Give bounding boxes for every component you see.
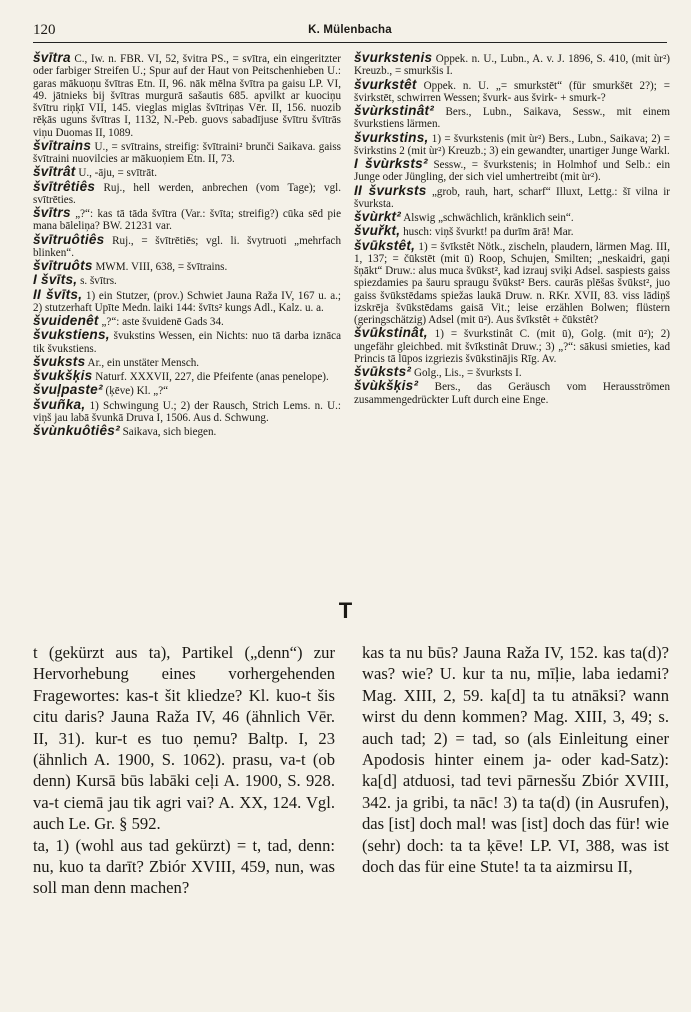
entry-headword: švuļpaste²	[33, 382, 103, 398]
entry-headword: švuidenêt	[33, 313, 99, 328]
entry-headword: švukstiens,	[33, 327, 110, 343]
dictionary-entry	[33, 329, 341, 355]
entry-definition: Ar., ein unstäter Mensch.	[85, 356, 200, 369]
entry-definition: (ķēve) Kl. „?“	[102, 385, 169, 398]
dictionary-entry	[33, 384, 341, 397]
entry-headword: švītrs	[33, 205, 71, 220]
entry-definition: Ruj., = švītrētiēs; vgl. li. švytruoti „mehrfach blinken“.	[33, 234, 341, 259]
entry-definition: 1) = švurkstenis (mit ùr²) Bers., Lubn., Saikava; 2) = švirkstins 2 (mit ùr²) Kreuzb.; 3) ein gewandter, unartiger Junge Warkl.	[354, 132, 670, 157]
entry-definition: „?“: aste švuidenē Gads 34.	[98, 316, 224, 328]
entry-headword: švurkstêt	[354, 76, 417, 92]
entry-definition: 1) = švīkstêt Nötk., zischeln, plaudern, lärmen Mag. III, 1, 137; = čūkstēt (mit ū) Roop, Schujen, Smilten; „neskaidri, gaņi šņākt“ Druw.: alus muca švūkst², kad izrauj sviķi Adsel. saspiests gaiss spiezdamies pa šauru spraugu švūkst² Bers. caurās plēšas švūkst², juo gaiss švūkstēdams spiežas laukā Druw. n. RKr. XVII, 83. viss lādiņš izskrēja švūkstēdams gaisā Vit.; leise erzählen Bolwen; flüstern (geringschätzig) Adsel (mit ū²). Aus švīkstêt + čūkstêt?	[354, 240, 670, 326]
dictionary-entry	[33, 370, 341, 383]
entry-headword: I švùrksts²	[354, 156, 428, 171]
entry-definition: Alswig „schwächlich, kränklich sein“.	[401, 212, 574, 224]
dictionary-entry	[33, 396, 341, 425]
dictionary-entry	[33, 260, 341, 273]
dictionary-entry	[33, 52, 341, 139]
lower-left-column	[33, 642, 335, 899]
dictionary-entry	[33, 137, 341, 166]
entry-definition: „?“: kas tā tāda švītra (Var.: švīta; streifig?) cūka sēd pie mana bāleliņa? BW. 21231 var.	[33, 208, 341, 233]
entry-definition: 1) Schwingung U.; 2) der Rausch, Strich Lems. n. U.: viņš jau labā švunkā Druva I, 1506. Aus d. Schwung.	[33, 399, 341, 424]
entry-headword: švurkstenis	[354, 50, 433, 65]
dictionary-entry	[33, 286, 341, 315]
entry-definition: Bers., das Geräusch vom Herausströmen zusammengedrückter Luft durch eine Enge.	[354, 381, 670, 406]
dictionary-entry	[354, 225, 670, 238]
entry-definition: „grob, rauh, hart, scharf“ Illuxt, Lettg.: šī vilna ir švurksta.	[354, 185, 670, 210]
entry-definition: s. švītrs.	[77, 275, 117, 288]
entry-headword: švùnkuôtiês²	[33, 423, 120, 438]
entry-headword: I švīts,	[33, 272, 78, 288]
dictionary-entry	[33, 231, 341, 260]
dictionary-entry	[354, 211, 670, 224]
dictionary-entry	[33, 274, 341, 287]
lower-right-column	[362, 642, 669, 877]
dictionary-entry	[354, 380, 670, 406]
dictionary-entry	[33, 166, 341, 179]
entry-definition: Golg., Lis., = švurksts I.	[411, 367, 522, 379]
dictionary-entry	[354, 327, 670, 365]
entry-headword: švūksts²	[354, 364, 412, 379]
entry-headword: švùrkstinât²	[354, 103, 435, 118]
dictionary-entry	[33, 178, 341, 207]
entry-definition: 1) ein Stutzer, (prov.) Schwiet Jauna Raža IV, 167 u. a.; 2) stutzerhaft Upīte Medn. laiki 144: švīts² kungs Adl., Kalz. u. a.	[33, 289, 341, 314]
letter-heading: T	[338, 598, 353, 623]
dictionary-entry	[33, 315, 341, 328]
entry-definition: Ruj., hell werden, anbrechen (vom Tage); vgl. svītrēties.	[33, 181, 341, 206]
letter-section	[0, 600, 691, 630]
entry-headword: švukšķis	[33, 368, 93, 383]
dictionary-entry	[354, 105, 670, 131]
page-header	[33, 20, 667, 43]
dictionary-entry	[354, 76, 670, 105]
dictionary-entry	[354, 129, 670, 158]
entry-definition: U., -āju, = svītrāt.	[75, 167, 157, 180]
entry-headword: švùkšķis²	[354, 378, 419, 394]
entry-headword: švūkstêt,	[354, 237, 416, 253]
entry-definition: Naturf. XXXVII, 227, die Pfeifente (anas penelope).	[92, 371, 329, 383]
entry-headword: švītra	[33, 50, 71, 65]
dictionary-entry	[33, 425, 341, 438]
entry-headword: švūkstinât,	[354, 325, 428, 341]
entry-headword: švītrains	[33, 137, 92, 153]
dictionary-entry	[33, 353, 341, 369]
entry-definition: švukstins Wessen, ein Nichts: nuo tā darba iznāca tik švukstiens.	[33, 330, 341, 355]
entry-paragraph: kas ta nu būs? Jauna Raža IV, 152. kas ta(d)? was? wie? U. kur ta nu, mīļie, laba iedami? Mag. XIII, 2, 59. ka[d] ta tu atnāksi? wann wirst du denn kommen? Mag. XIII, 3, 49; s. auch tad; 2) = tad, so (als Einleitung einer Apodosis hinter einem ja- oder kad-Satz): ka[d] atduosi, tad tevi pārnesšu Zbiór XVIII, 342. ja gribi, ta nāc! 3) ta ta(d) (in Ausrufen), das [ist] doch mal! was [ist] doch das für! wie (sehr) doch: ta ta ķēve! LP. VI, 388, was ist doch das für eine Stute! ta ta aizmirsu II,	[362, 643, 669, 877]
right-column	[354, 52, 670, 407]
dictionary-entry	[354, 237, 670, 327]
entry-paragraph: ta, 1) (wohl aus tad gekürzt) = t, tad, denn: nu, kuo ta darīt? Zbiór XVIII, 459, nun, was soll man denn machen?	[33, 835, 335, 898]
entry-definition: Saikava, sich biegen.	[119, 426, 217, 438]
entry-headword: II švīts,	[33, 286, 83, 302]
entry-headword: švītrêtiês	[33, 178, 96, 194]
entry-definition: Bers., Lubn., Saikava, Sessw., mit einem švurkstiens lärmen.	[354, 106, 670, 131]
entry-definition: husch: viņš švurkt! pa durīm ārā! Mar.	[400, 226, 574, 239]
entry-headword: švītruôts	[33, 258, 93, 273]
entry-headword: švītruôtiês	[33, 231, 105, 247]
entry-headword: švùrkt²	[354, 209, 402, 224]
dictionary-entry	[354, 52, 670, 78]
entry-headword: švuřkt,	[354, 223, 401, 239]
entry-definition: Sessw., = švurkstenis; in Holmhof und Selb.: ein Junge oder Jüngling, der sich viel umhertreibt (mit ùr²).	[354, 159, 670, 184]
dictionary-entry	[33, 207, 341, 233]
entry-headword: švurkstins,	[354, 129, 429, 145]
entry-definition: MWM. VIII, 638, = švītrains.	[92, 261, 228, 273]
entry-headword: švuñka,	[33, 396, 86, 412]
dictionary-entry	[354, 366, 670, 379]
dictionary-entry	[354, 182, 670, 211]
entry-paragraph: t (gekürzt aus ta), Partikel („denn“) zur Hervorhebung eines vorhergehenden Fragewortes: kas-t šit kliedze? Kl. kuo-t šis citu daris? Jauna Raža IV, 46 (ähnlich Vēr. II, 31). kur-t es tuo ņemu? Baltp. I, 23 (ähnlich A. 1900, S. 1062). prasu, va-t (ob denn) Kursā būs labāki ceļi A. 1900, S. 928. va-t ciemā jau tik agri vai? A. XX, 124. Vgl. auch Le. Gr. § 592.	[33, 643, 335, 834]
entry-definition: 1) = švurkstinât C. (mit ū), Golg. (mit ū²); 2) ungefähr gleichbed. mit švīkstinât Druw.; 3) „?“: sākusi smieties, kad Princis tā lūpos izgriezis švūkstinājis Rīg. Av.	[354, 328, 670, 365]
entry-definition: U., = svītrains, streifig: švītraini² brunči Saikava. gaiss švītraini nuovilcies ar mākuoņiem Etn. II, 73.	[33, 140, 341, 165]
running-head: K. Mülenbacha	[308, 24, 392, 36]
entry-headword: švītrât	[33, 164, 76, 180]
entry-definition: Oppek. n. U. „= smurkstēt“ (für smurkšēt 2?); = švirkstēt, schwirren Wessen; švurk- aus švirk- + smurk-?	[354, 79, 670, 104]
entry-definition: C., Iw. n. FBR. VI, 52, švitra PS., = svītra, ein eingeritzter oder farbiger Streifen U.; Spur auf der Haut von Peitschenhieben U.: garas mākuoņu švītras Etn. II, 96. nāk mēlna švītra pa gaisu LP. VI, 49. jātnieks bij švītras murgurā sašautis 685. apvilkt ar kuociņu švītru riņķī VII, 145. vieglas miglas švītriņas Vēr. II, 156. nuozib rēķās uguns švītras I, 1132, N.-Peb. guovs sabadījuse švītru švītrās viņu Duomas II, 1089.	[33, 53, 341, 139]
entry-headword: II švurksts	[354, 182, 427, 198]
dictionary-entry	[354, 158, 670, 184]
entry-headword: švuksts	[33, 353, 86, 369]
entry-definition: Oppek. n. U., Lubn., A. v. J. 1896, S. 410, (mit ùr²) Kreuzb., = smurkšis I.	[354, 53, 670, 78]
page-number: 120	[33, 22, 56, 38]
left-column	[33, 52, 341, 439]
